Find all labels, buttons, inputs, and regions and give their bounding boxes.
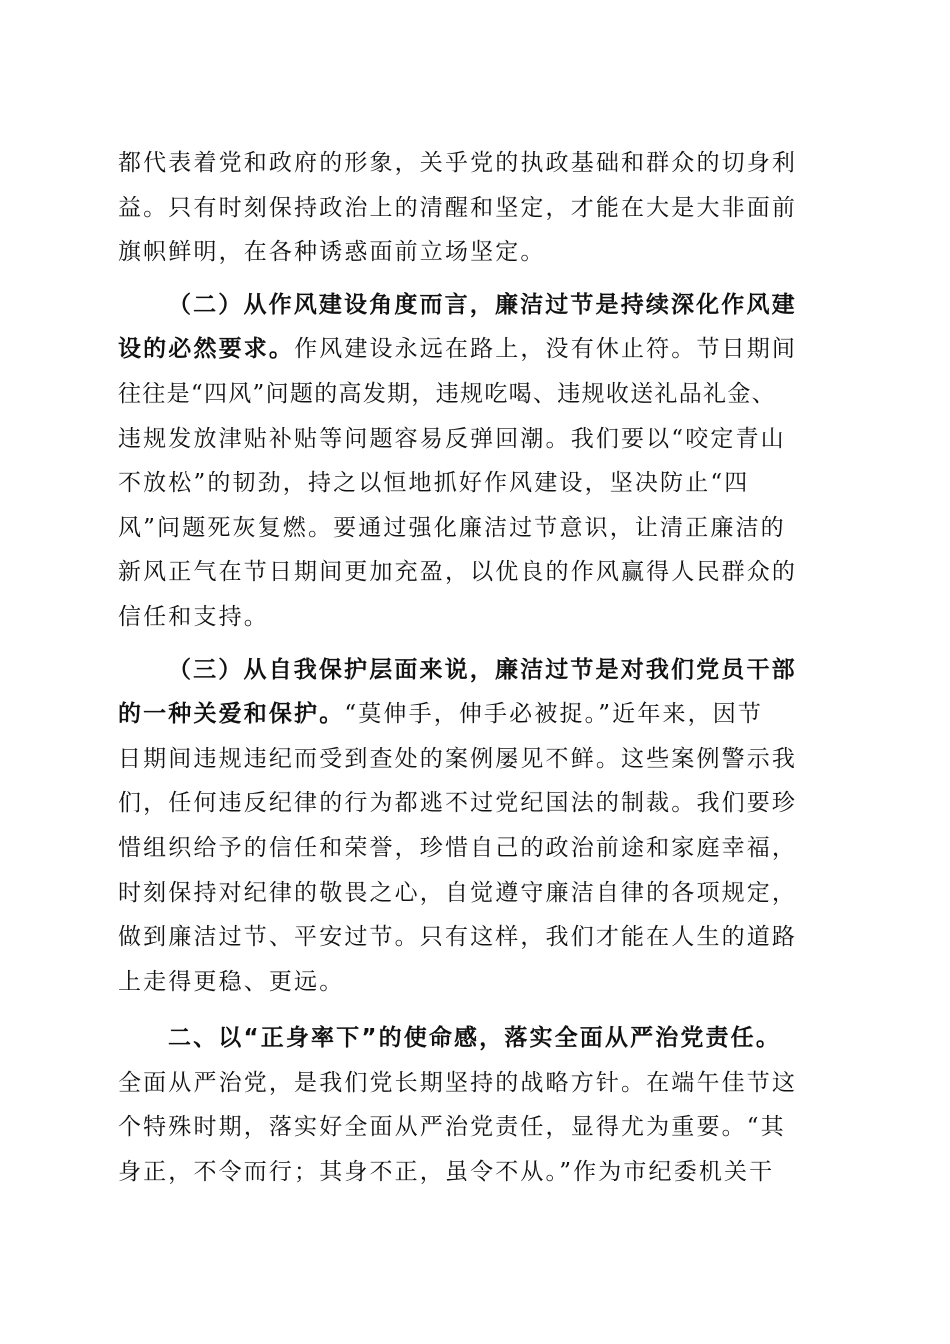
- subheading-continuation: 的一种关爱和保护。: [118, 701, 345, 728]
- paragraph-self-protection: [118, 648, 838, 1005]
- text-line: 风”问题死灰复燃。要通过强化廉洁过节意识，让清正廉洁的: [118, 514, 786, 541]
- subheading-self-protection: （三）从自我保护层面来说，廉洁过节是对我们党员干部: [168, 656, 797, 683]
- text-span: 作风建设永远在路上，没有休止符。节日期间: [294, 336, 798, 363]
- paragraph-gap: [118, 1004, 838, 1016]
- subheading-continuation: 设的必然要求。: [118, 336, 295, 363]
- text-line: [118, 327, 838, 372]
- text-line: 上走得更稳、更远。: [118, 968, 345, 995]
- text-line: 不放松”的韧劲，持之以恒地抓好作风建设，坚决防止“四: [118, 470, 750, 497]
- text-line: 做到廉洁过节、平安过节。只有这样，我们才能在人生的道路: [118, 924, 798, 951]
- text-line: 全面从严治党，是我们党长期坚持的战略方针。在端午佳节这: [118, 1069, 798, 1096]
- paragraph-style-building: [118, 283, 838, 640]
- text-line: 身正，不令而行；其身不正，虽令不从。”作为市纪委机关干: [118, 1159, 775, 1186]
- section-heading-two: 二、以“正身率下”的使命感，落实全面从严治党责任。: [168, 1025, 781, 1052]
- text-line: 信任和支持。: [118, 603, 269, 630]
- paragraph-gap: [118, 275, 838, 283]
- text-line: 往往是“四风”问题的高发期，违规吃喝、违规收送礼品礼金、: [118, 380, 776, 407]
- text-line: 个特殊时期，落实好全面从严治党责任，显得尤为重要。“其: [118, 1114, 786, 1141]
- text-line: 旗帜鲜明，在各种诱惑面前立场坚定。: [118, 239, 546, 266]
- text-span: “莫伸手，伸手必被捉。”近年来，因节: [344, 701, 764, 728]
- paragraph-gap: [118, 640, 838, 648]
- text-line: 益。只有时刻保持政治上的清醒和坚定，才能在大是大非面前: [118, 194, 798, 221]
- text-line: 新风正气在节日期间更加充盈，以优良的作风赢得人民群众的: [118, 559, 798, 586]
- text-line: [118, 692, 838, 737]
- paragraph-continuation: [118, 141, 838, 275]
- document-body: [118, 141, 838, 1195]
- text-line: 惜组织给予的信任和荣誉，珍惜自己的政治前途和家庭幸福，: [118, 834, 798, 861]
- text-line: 违规发放津贴补贴等问题容易反弹回潮。我们要以“咬定青山: [118, 425, 786, 452]
- text-line: 们，任何违反纪律的行为都逃不过党纪国法的制裁。我们要珍: [118, 790, 798, 817]
- subheading-style-building: （二）从作风建设角度而言，廉洁过节是持续深化作风建: [168, 291, 797, 318]
- text-line: 日期间违规违纪而受到查处的案例屡见不鲜。这些案例警示我: [118, 745, 798, 772]
- text-line: 时刻保持对纪律的敬畏之心，自觉遵守廉洁自律的各项规定，: [118, 879, 798, 906]
- text-line: 都代表着党和政府的形象，关乎党的执政基础和群众的切身利: [118, 150, 798, 176]
- section-two: [118, 1016, 838, 1194]
